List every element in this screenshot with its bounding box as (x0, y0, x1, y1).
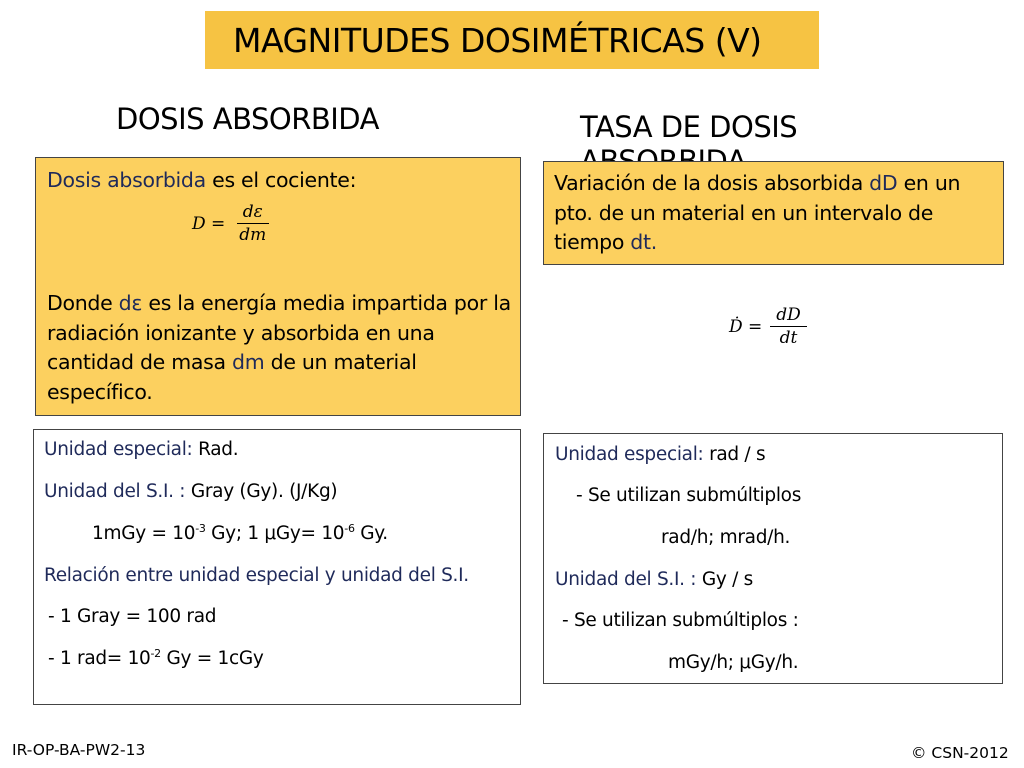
formula-denominator: dm (239, 225, 267, 245)
para-part: en un pto. de un material en un intervalo de tiempo (554, 171, 961, 254)
units-line-conversion (92, 523, 388, 544)
value: Gy / s (701, 569, 753, 590)
label: Unidad especial: (555, 444, 710, 465)
term-dm: dm (232, 350, 265, 374)
label: Unidad del S.I. : (44, 481, 191, 502)
formula-dose (192, 202, 272, 245)
label: Unidad del S.I. : (555, 569, 702, 590)
footer-copyright: © CSN-2012 (911, 744, 1009, 762)
label: Unidad especial: (44, 439, 199, 460)
formula-lhs: Ḋ = (729, 316, 763, 337)
definition-box-dose-rate (543, 161, 1004, 265)
units-line-special (44, 439, 238, 460)
formula-dose-rate (729, 305, 807, 348)
units-line-rad (48, 648, 264, 669)
exponent: -3 (195, 522, 206, 535)
definition-paragraph (47, 289, 513, 407)
term-d-epsilon: dε (118, 291, 143, 315)
title-banner (205, 11, 819, 69)
heading-tasa-dosis: TASA DE DOSIS (580, 110, 798, 144)
value: Gray (Gy). (J/Kg) (190, 481, 338, 502)
exponent: -6 (344, 522, 355, 535)
formula-fraction (233, 202, 272, 245)
para-part: Donde (47, 291, 119, 315)
value: rad / s (709, 444, 766, 465)
slide-title: MAGNITUDES DOSIMÉTRICAS (V) (233, 20, 762, 60)
text: 1mGy = 10 (92, 523, 196, 544)
formula-lhs: D = (192, 213, 226, 234)
text: - 1 rad= 10 (48, 648, 151, 669)
definition-intro (47, 166, 356, 196)
dose-rate-paragraph (554, 169, 994, 258)
units-line-rad-values: rad/h; mrad/h. (661, 527, 791, 548)
text: Gy = 1cGy (160, 648, 264, 669)
formula-denominator: dt (779, 328, 798, 348)
footer-code: IR-OP-BA-PW2-13 (12, 741, 146, 759)
formula-fraction (770, 305, 807, 348)
units-line-si (44, 481, 337, 502)
term-dD: dD (869, 171, 898, 195)
units-line-si (555, 569, 753, 590)
units-line-gray: - 1 Gray = 100 rad (48, 606, 217, 627)
para-part: de un material específico. (47, 350, 417, 404)
units-line-submultiples: - Se utilizan submúltiplos (576, 485, 802, 506)
intro-text: es el cociente: (205, 168, 357, 192)
term-dt: dt. (630, 230, 657, 254)
definition-box-dose (35, 157, 521, 416)
formula-numerator: dε (237, 202, 269, 224)
para-part: es la energía media impartida por la radiación ionizante y absorbida en una cantidad de masa (47, 291, 511, 374)
units-box-dose (33, 429, 521, 705)
exponent: -2 (150, 647, 161, 660)
units-line-gy-values: mGy/h; μGy/h. (668, 652, 799, 673)
para-part: Variación de la dosis absorbida (554, 171, 870, 195)
units-box-dose-rate (543, 433, 1003, 684)
term-dosis-absorbida: Dosis absorbida (47, 168, 206, 192)
text: Gy. (354, 523, 388, 544)
text: Gy; 1 μGy= 10 (205, 523, 345, 544)
units-line-submultiples-si: - Se utilizan submúltiplos : (562, 610, 799, 631)
units-line-special (555, 444, 765, 465)
formula-numerator: dD (770, 305, 807, 327)
heading-dosis-absorbida: DOSIS ABSORBIDA (116, 102, 379, 136)
units-line-relation: Relación entre unidad especial y unidad del S.I. (44, 565, 469, 586)
value: Rad. (198, 439, 239, 460)
